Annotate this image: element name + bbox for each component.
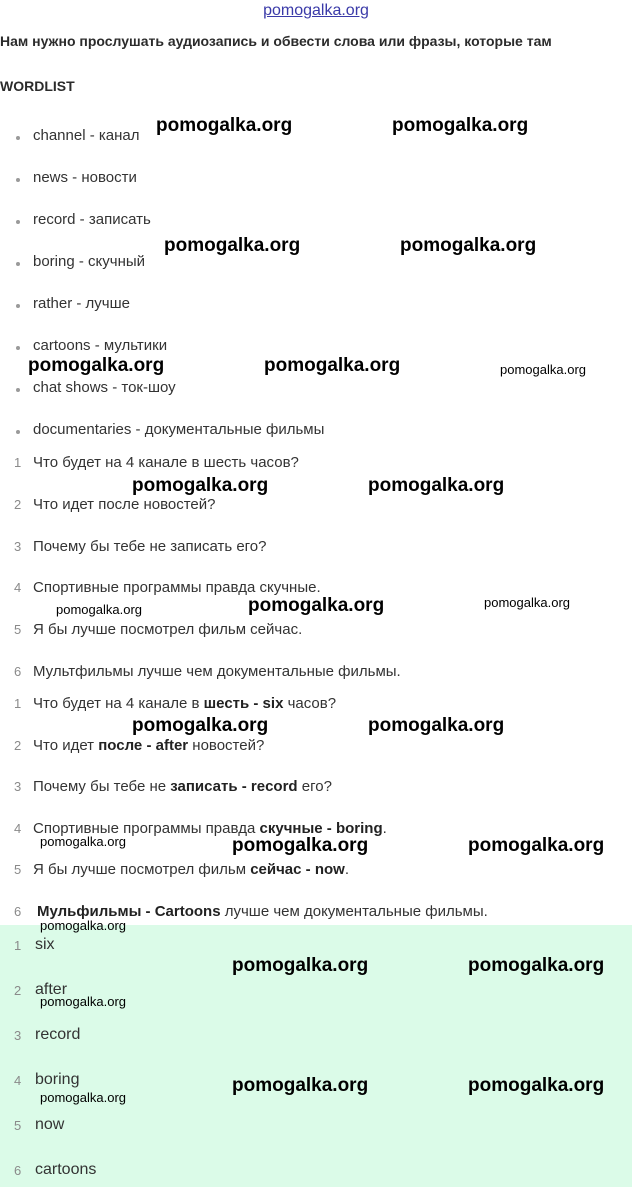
answer: six [35, 936, 55, 953]
sentence-number: 5 [14, 622, 22, 637]
bullet-icon [16, 304, 20, 308]
answer: boring [35, 1071, 80, 1088]
filled-sentence: Что идет после - after новостей? [33, 737, 265, 754]
watermark: pomogalka.org [40, 918, 126, 933]
watermark: pomogalka.org [40, 1090, 126, 1105]
sentence-number: 4 [14, 580, 22, 595]
answer: now [35, 1116, 65, 1133]
bullet-icon [16, 220, 20, 224]
sentence: Я бы лучше посмотрел фильм сейчас. [33, 621, 303, 638]
answer-number: 2 [14, 983, 22, 998]
bullet-icon [16, 262, 20, 266]
watermark: pomogalka.org [368, 475, 505, 496]
filled-sentence: Спортивные программы правда скучные - boring. [33, 820, 387, 837]
watermark: pomogalka.org [56, 602, 142, 617]
bullet-icon [16, 346, 20, 350]
answer-number: 1 [14, 938, 22, 953]
watermark: pomogalka.org [232, 835, 369, 856]
watermark: pomogalka.org [392, 115, 529, 136]
filled-number: 3 [14, 779, 22, 794]
watermark: pomogalka.org [132, 715, 269, 736]
sentence: Что идет после новостей? [33, 496, 216, 513]
sentence-number: 3 [14, 539, 22, 554]
watermark: pomogalka.org [156, 115, 293, 136]
sentence: Спортивные программы правда скучные. [33, 579, 321, 596]
wordlist-item: rather - лучше [33, 295, 130, 312]
sentence-number: 1 [14, 455, 22, 470]
filled-number: 4 [14, 821, 22, 836]
bullet-icon [16, 136, 20, 140]
task-instruction: Нам нужно прослушать аудиозапись и обвести слова или фразы, которые там [0, 33, 552, 49]
watermark: pomogalka.org [232, 1075, 369, 1096]
answer-number: 4 [14, 1073, 22, 1088]
watermark: pomogalka.org [368, 715, 505, 736]
watermark: pomogalka.org [40, 994, 126, 1009]
wordlist-item: record - записать [33, 211, 151, 228]
filled-sentence: Что будет на 4 канале в шесть - six часов? [33, 695, 337, 712]
wordlist-item: cartoons - мультики [33, 337, 168, 354]
wordlist-item: boring - скучный [33, 253, 146, 270]
wordlist-item: channel - канал [33, 127, 140, 144]
watermark: pomogalka.org [468, 835, 605, 856]
wordlist-item: chat shows - ток-шоу [33, 379, 176, 396]
wordlist-item: documentaries - документальные фильмы [33, 421, 325, 438]
filled-number: 5 [14, 862, 22, 877]
watermark: pomogalka.org [484, 595, 570, 610]
filled-sentence: Я бы лучше посмотрел фильм сейчас - now. [33, 861, 349, 878]
answer: record [35, 1026, 81, 1043]
watermark: pomogalka.org [248, 595, 385, 616]
watermark: pomogalka.org [468, 1075, 605, 1096]
filled-sentence: Почему бы тебе не записать - record его? [33, 778, 332, 795]
bullet-icon [16, 388, 20, 392]
wordlist-item: news - новости [33, 169, 137, 186]
watermark: pomogalka.org [132, 475, 269, 496]
wordlist-title: WORDLIST [0, 78, 75, 94]
answer-number: 5 [14, 1118, 22, 1133]
sentence-number: 6 [14, 664, 22, 679]
sentence: Почему бы тебе не записать его? [33, 538, 267, 555]
answer-number: 6 [14, 1163, 22, 1178]
bullet-icon [16, 430, 20, 434]
answer-number: 3 [14, 1028, 22, 1043]
filled-number: 1 [14, 696, 22, 711]
watermark: pomogalka.org [28, 355, 165, 376]
sentence: Мультфильмы лучше чем документальные фильмы. [33, 663, 401, 680]
filled-number: 2 [14, 738, 22, 753]
site-link[interactable]: pomogalka.org [263, 2, 369, 19]
watermark: pomogalka.org [264, 355, 401, 376]
bullet-icon [16, 178, 20, 182]
filled-number: 6 [14, 904, 22, 919]
answer: cartoons [35, 1161, 97, 1178]
watermark: pomogalka.org [400, 235, 537, 256]
watermark: pomogalka.org [232, 955, 369, 976]
filled-sentence: Мульфильмы - Cartoons лучше чем документальные фильмы. [37, 903, 488, 920]
watermark: pomogalka.org [468, 955, 605, 976]
watermark: pomogalka.org [500, 362, 586, 377]
sentence-number: 2 [14, 497, 22, 512]
watermark: pomogalka.org [40, 834, 126, 849]
sentence: Что будет на 4 канале в шесть часов? [33, 454, 299, 471]
watermark: pomogalka.org [164, 235, 301, 256]
answer: after [35, 981, 68, 998]
